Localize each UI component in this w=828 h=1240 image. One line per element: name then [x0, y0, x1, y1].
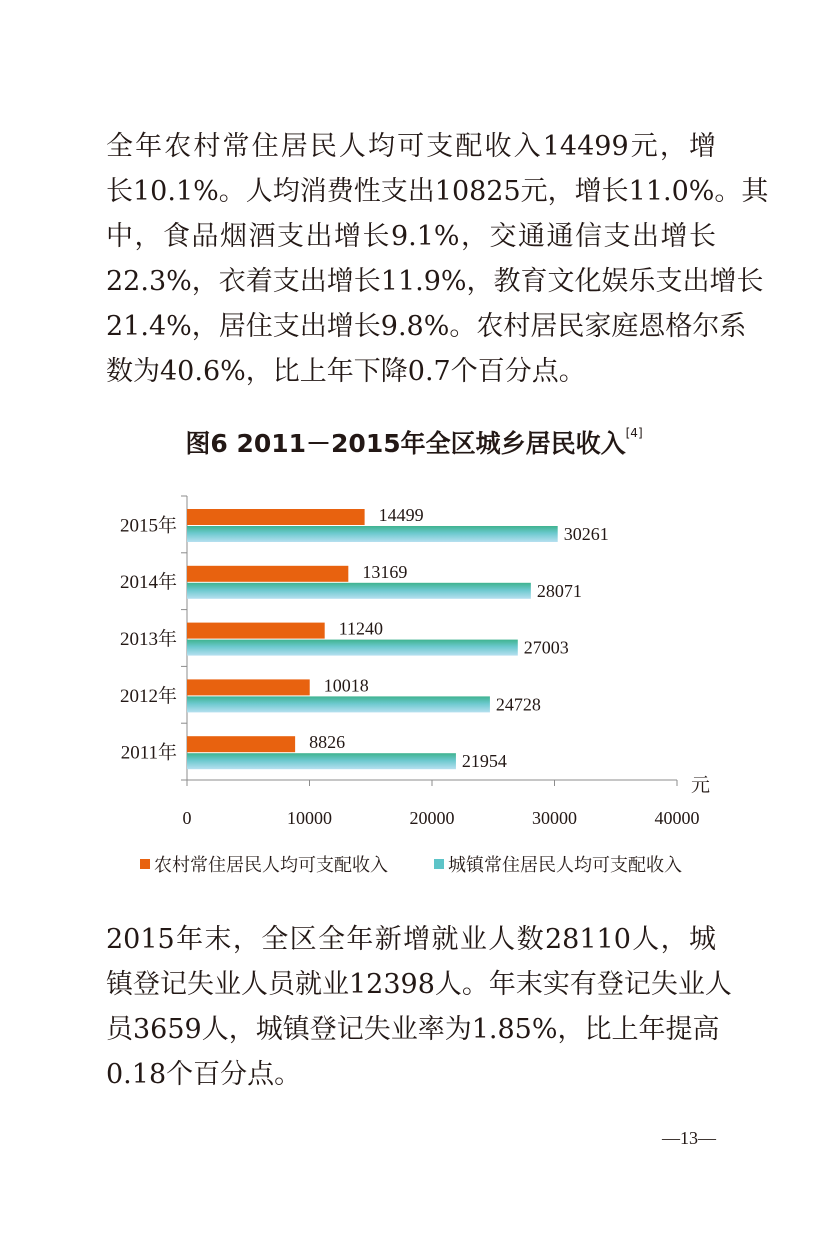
x-tick-label: 0	[182, 808, 192, 828]
x-tick-label: 30000	[532, 808, 577, 828]
y-category-label: 2011年	[120, 742, 177, 764]
data-label-urban: 21954	[461, 751, 507, 772]
text-line: 全年农村常住居民人均可支配收入14499元，增	[106, 131, 716, 162]
text-line: 22.3%，衣着支出增长11.9%，教育文化娱乐支出增长	[106, 266, 764, 297]
text-line: 21.4%，居住支出增长9.8%。农村居民家庭恩格尔系	[106, 311, 747, 342]
data-label-urban: 27003	[523, 637, 569, 658]
text-line: 数为40.6%，比上年下降0.7个百分点。	[106, 356, 586, 387]
y-category-label: 2014年	[119, 572, 177, 594]
bar-rural	[187, 679, 310, 695]
paragraph-employment	[106, 917, 732, 1097]
y-category-label: 2013年	[119, 629, 177, 650]
bar-rural	[187, 623, 325, 639]
bar-rural	[187, 736, 295, 752]
legend-label-urban: 城镇常住居民人均可支配收入	[448, 855, 682, 876]
legend-label-rural: 农村常住居民人均可支配收入	[154, 855, 388, 876]
text-line: 镇登记失业人员就业12398人。年末实有登记失业人	[106, 969, 732, 1000]
paragraph-rural-income	[106, 124, 769, 394]
x-tick-label: 10000	[287, 808, 332, 828]
data-label-rural: 11240	[338, 618, 384, 639]
x-unit-label: 元	[691, 774, 711, 796]
x-tick-label: 20000	[409, 808, 455, 828]
data-label-urban: 28071	[536, 580, 582, 601]
data-label-rural: 8826	[309, 732, 346, 753]
bar-urban	[187, 753, 456, 769]
text-line: 0.18个百分点。	[106, 1059, 302, 1090]
text-line: 2015年末，全区全年新增就业人数28110人，城	[106, 924, 716, 955]
figure-title-text: 图6 2011－2015年全区城乡居民收入	[185, 429, 626, 458]
bar-urban	[187, 640, 518, 656]
text-line: 员3659人，城镇登记失业率为1.85%，比上年提高	[106, 1014, 720, 1045]
bar-rural	[187, 566, 348, 582]
bar-rural	[187, 509, 365, 525]
data-label-rural: 10018	[323, 675, 369, 696]
text-line: 长10.1%。人均消费性支出10825元，增长11.0%。其	[106, 176, 769, 207]
figure-title	[0, 424, 828, 460]
bar-urban	[187, 696, 490, 712]
legend-swatch-rural	[140, 859, 150, 869]
data-label-urban: 24728	[495, 694, 541, 715]
y-category-label: 2012年	[119, 685, 177, 707]
page-number: —13—	[662, 1128, 716, 1148]
text-line: 中，食品烟酒支出增长9.1%，交通通信支出增长	[106, 221, 716, 252]
data-label-rural: 14499	[378, 505, 424, 525]
x-tick-label: 40000	[654, 808, 700, 828]
figure-note: [4]	[625, 426, 643, 440]
data-label-urban: 30261	[563, 524, 609, 544]
legend-swatch-urban	[434, 859, 444, 869]
bar-urban	[187, 583, 531, 599]
bar-urban	[187, 526, 558, 542]
y-category-label: 2015年	[119, 515, 177, 537]
data-label-rural: 13169	[362, 561, 408, 582]
